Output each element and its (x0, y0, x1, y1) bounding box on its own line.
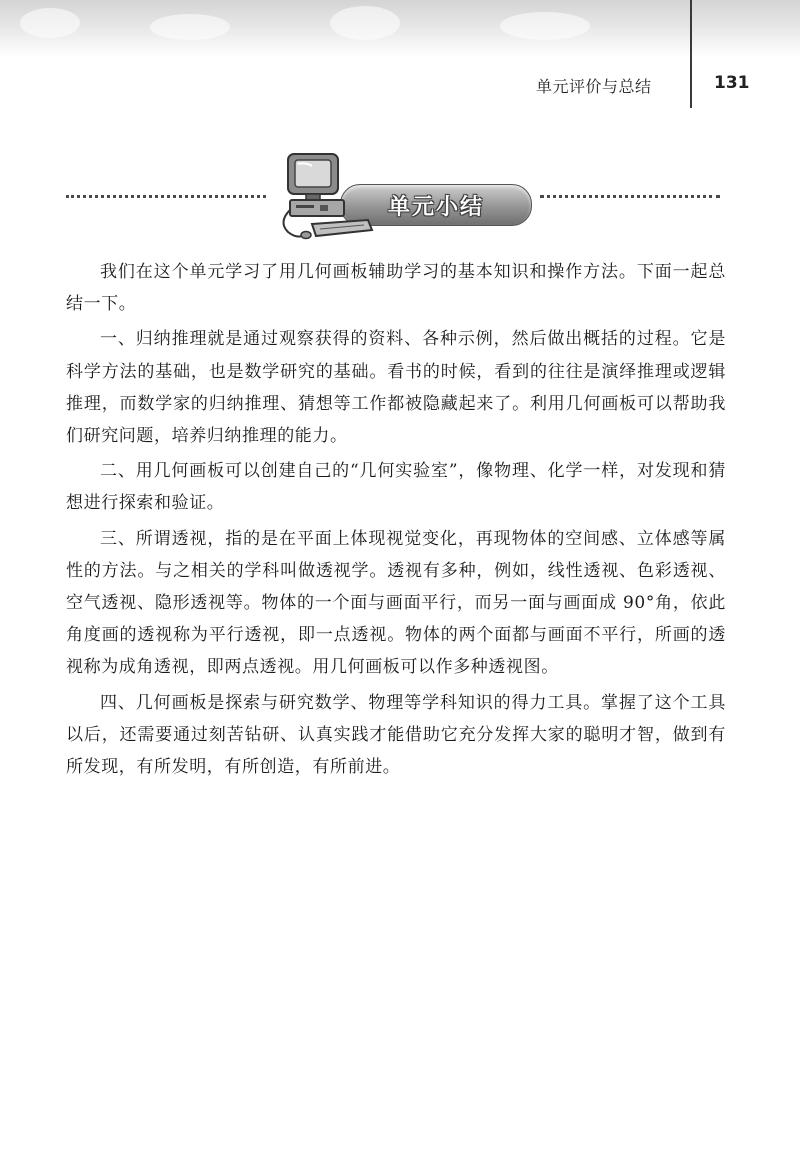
header-texture (150, 14, 230, 40)
section-title: 单元小结 (387, 195, 484, 220)
body-text (66, 256, 726, 783)
header-texture (500, 12, 590, 40)
page-number: 131 (714, 73, 750, 93)
dotted-rule-right (540, 195, 720, 198)
paragraph-three: 三、所谓透视，指的是在平面上体现视觉变化，再现物体的空间感、立体感等属性的方法。与之相关的学科叫做透视学。透视有多种，例如，线性透视、色彩透视、空气透视、隐形透视等。物体的一个面与画面平行，而另一面与画面成 90°角，依此角度画的透视称为平行透视，即一点透视。物体的两个面都与画面不平行，所画的透视称为成角透视，即两点透视。用几何画板可以作多种透视图。 (66, 528, 726, 678)
paragraph-intro: 我们在这个单元学习了用几何画板辅助学习的基本知识和操作方法。下面一起总结一下。 (66, 262, 726, 315)
header-divider (690, 0, 692, 108)
paragraph-four: 四、几何画板是探索与研究数学、物理等学科知识的得力工具。掌握了这个工具以后，还需要通过刻苦钻研、认真实践才能借助它充分发挥大家的聪明才智，做到有所发现，有所发明，有所创造，有所前进。 (66, 692, 726, 778)
header-band (0, 0, 800, 58)
header-texture (330, 6, 400, 40)
header-texture (20, 8, 80, 38)
dotted-rule-left (66, 195, 266, 198)
paragraph-one: 一、归纳推理就是通过观察获得的资料、各种示例，然后做出概括的过程。它是科学方法的基础，也是数学研究的基础。看书的时候，看到的往往是演绎推理或逻辑推理，而数学家的归纳推理、猜想等工作都被隐藏起来了。利用几何画板可以帮助我们研究问题，培养归纳推理的能力。 (66, 329, 726, 447)
running-header-title: 单元评价与总结 (536, 77, 652, 96)
paragraph-two: 二、用几何画板可以创建自己的“几何实验室”，像物理、化学一样，对发现和猜想进行探索和验证。 (66, 461, 726, 514)
computer-icon (276, 150, 376, 245)
